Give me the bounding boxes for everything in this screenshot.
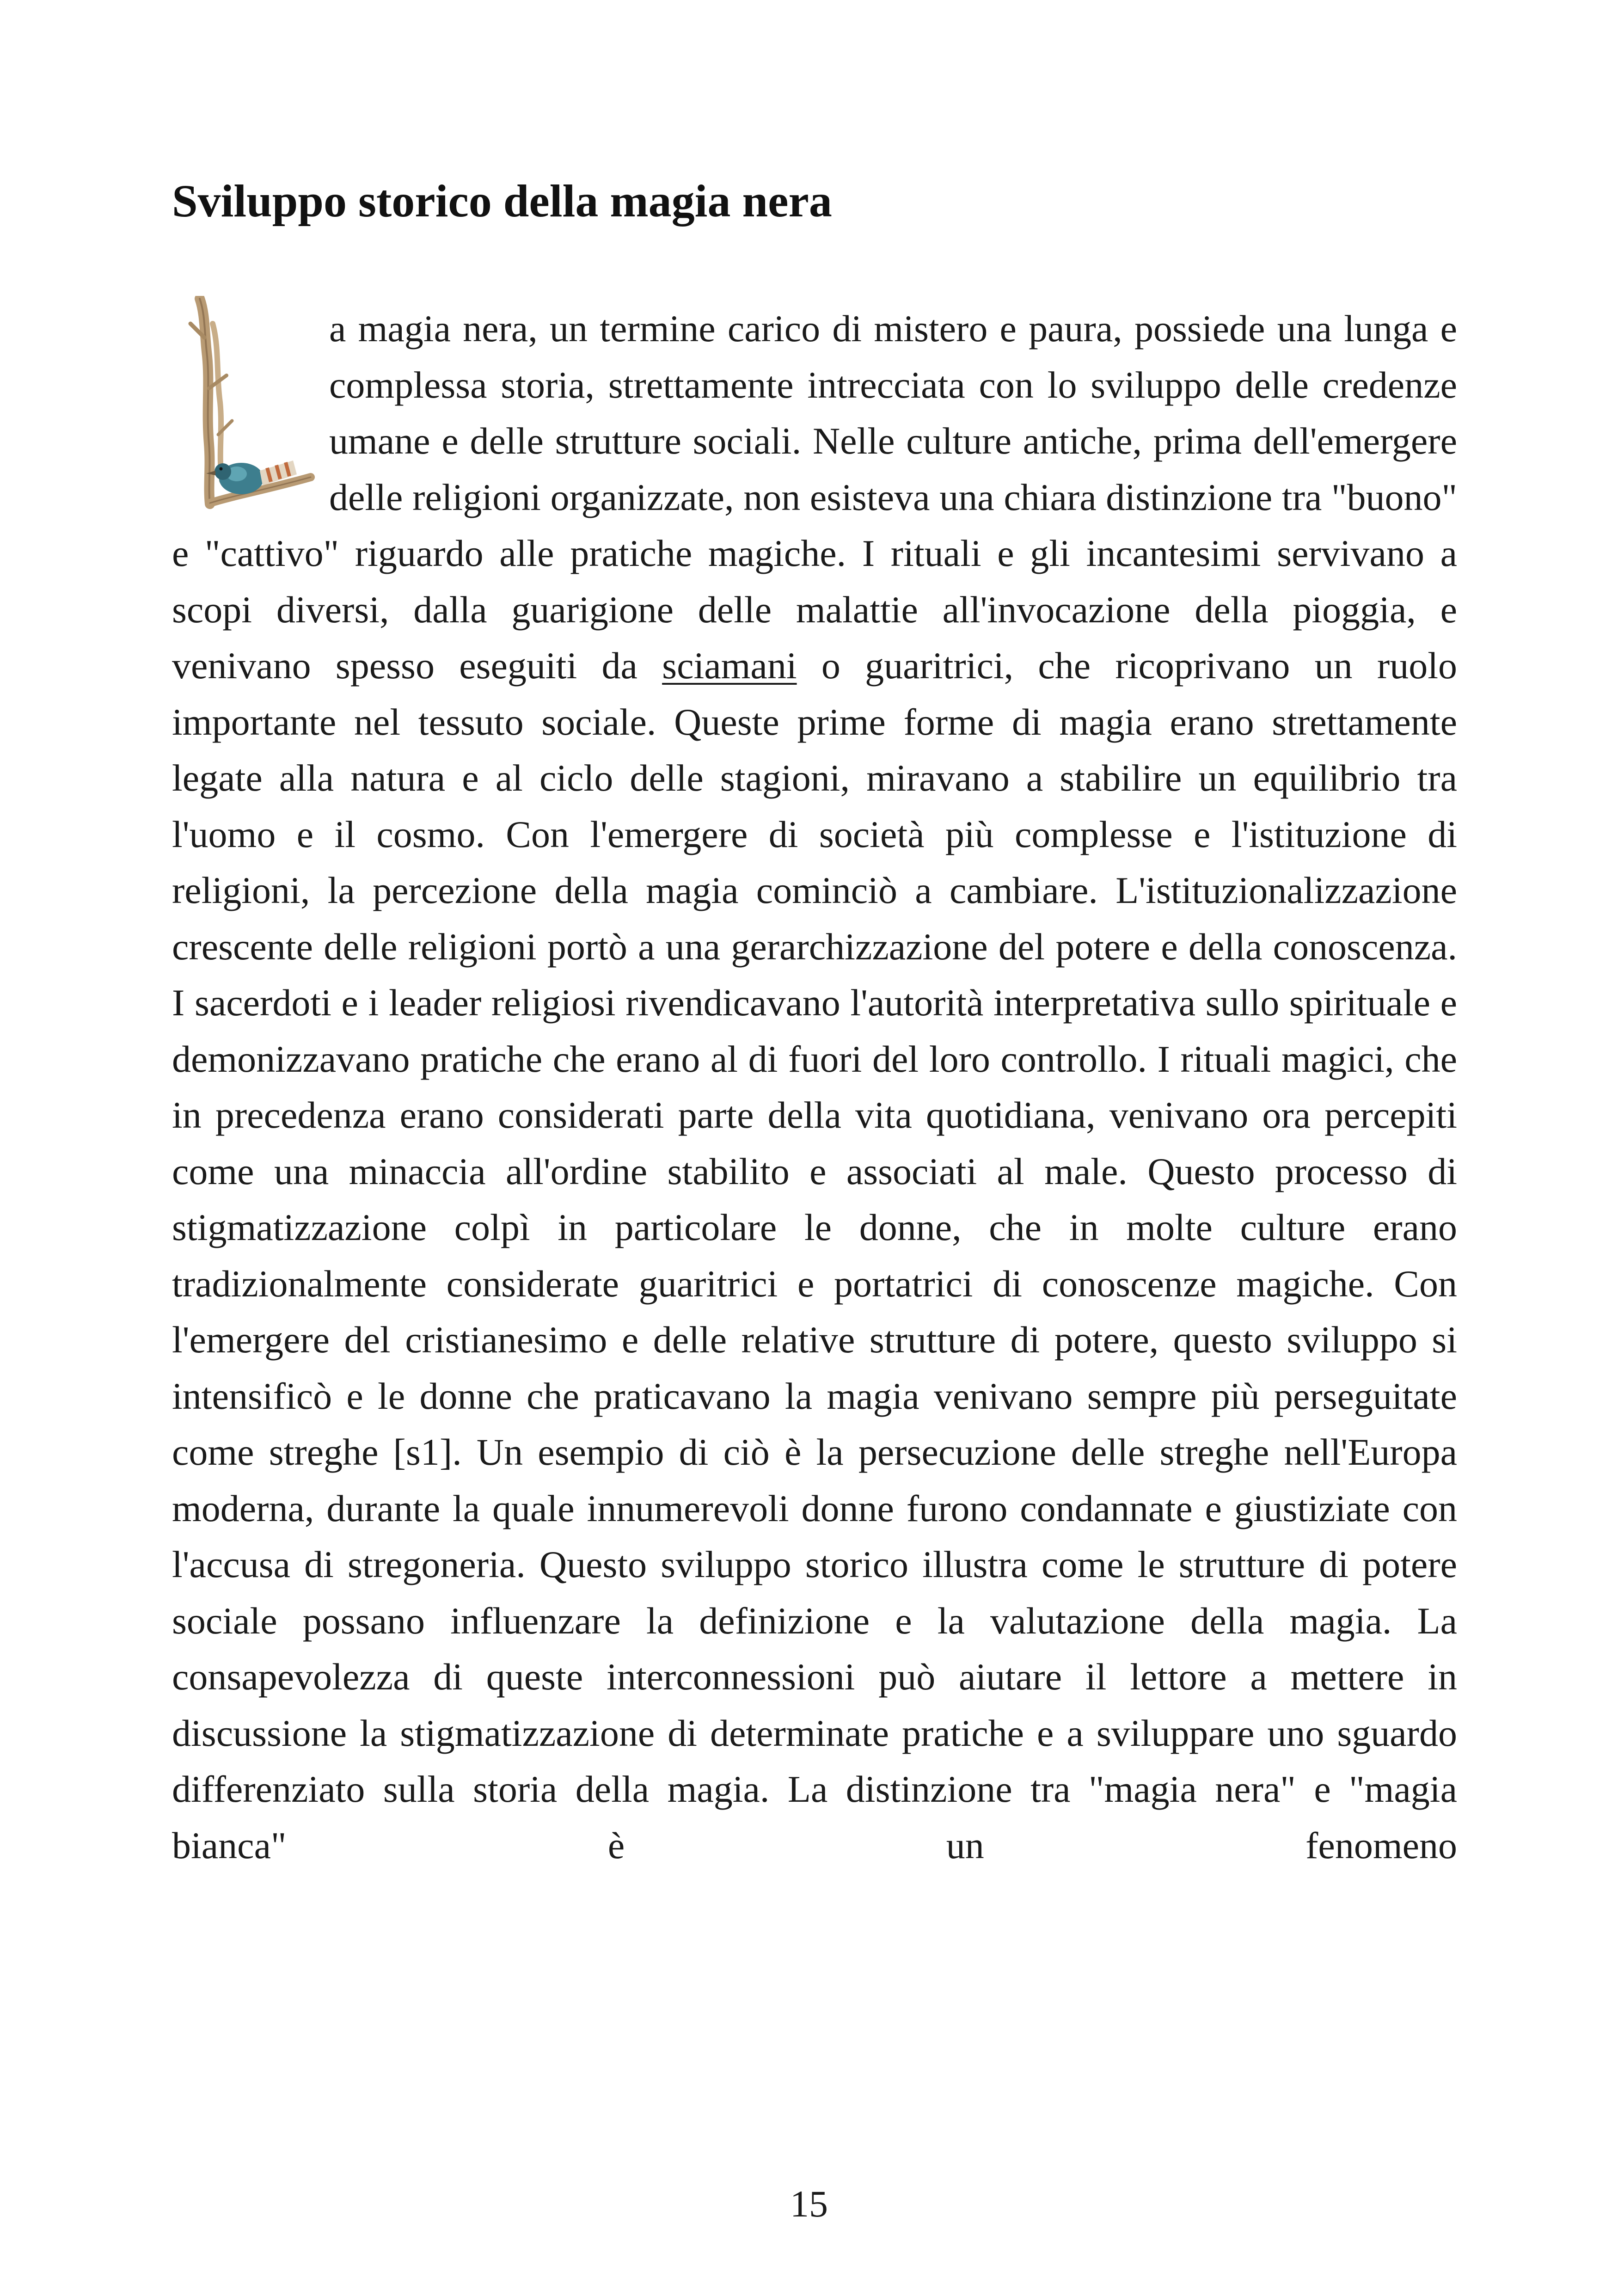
sciamani-link[interactable]: sciamani [662,645,797,687]
body-text-block [172,301,1457,1873]
body-text-before-link: a magia nera, un termine carico di mistero e paura, possiede una lunga e complessa storia, strettamente intrecciata con lo sviluppo delle credenze umane e delle strutture sociali. Nelle culture antiche, prima dell'emergere delle religioni organizzate, non esisteva una chiara distinzione tra "buono" e "cattivo" riguardo alle pratiche magiche. I rituali e gli incantesimi servivano a scopi diversi, dalla guarigione delle malattie all'invocazione della pioggia, e venivano spesso eseguiti da [172,307,1457,687]
page-number: 15 [790,2183,828,2225]
body-paragraph [172,301,1457,1873]
chapter-title: Sviluppo storico della magia nera [172,175,832,227]
body-text-after-link: o guaritrici, che ricoprivano un ruolo importante nel tessuto sociale. Queste prime forme di magia erano strettamente legate alla natura e al ciclo delle stagioni, miravano a stabilire un equilibrio tra l'uomo e il cosmo. Con l'emergere di società più complesse e l'istituzione di religioni, la percezione della magia cominciò a cambiare. L'istituzionalizzazione crescente delle religioni portò a una gerarchizzazione del potere e della conoscenza. I sacerdoti e i leader religiosi rivendicavano l'autorità interpretativa sullo spirituale e demonizzavano pratiche che erano al di fuori del loro controllo. I rituali magici, che in precedenza erano considerati parte della vita quotidiana, venivano ora percepiti come una minaccia all'ordine stabilito e associati al male. Questo processo di stigmatizzazione colpì in particolare le donne, che in molte culture erano tradizionalmente considerate guaritrici e portatrici di conoscenze magiche. Con l'emergere del cristianesimo e delle relative strutture di potere, questo sviluppo si intensificò e le donne che praticavano la magia venivano sempre più perseguitate come streghe [s1]. Un esempio di ciò è la persecuzione delle streghe nell'Europa moderna, durante la quale innumerevoli donne furono condannate e giustiziate con l'accusa di stregoneria. Questo sviluppo storico illustra come le strutture di potere sociale possano influenzare la definizione e la valutazione della magia. La consapevolezza di queste interconnessioni può aiutare il lettore a mettere in discussione la stigmatizzazione di determinate pratiche e a sviluppare uno sguardo differenziato sulla storia della magia. La distinzione tra "magia nera" e "magia bianca" è un fenomeno [172,645,1457,1866]
dropcap-twig-letter-icon [172,296,315,513]
